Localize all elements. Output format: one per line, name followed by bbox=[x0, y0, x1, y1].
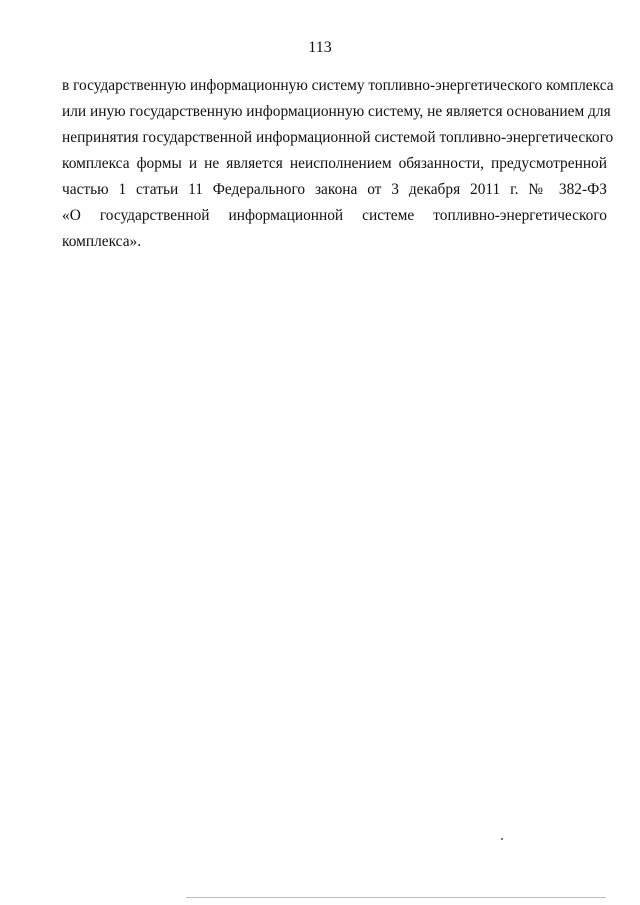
paragraph-line: непринятия государственной информационной системой топливно-энергетического bbox=[62, 129, 614, 146]
paragraph-line: или иную государственную информационную систему, не является основанием для bbox=[62, 103, 611, 120]
scan-speck bbox=[501, 838, 503, 840]
scan-edge-line bbox=[186, 897, 606, 898]
paragraph-line: в государственную информационную систему топливно-энергетического комплекса bbox=[62, 77, 614, 94]
paragraph-line: комплекса». bbox=[62, 233, 142, 250]
paragraph-line: «О государственной информационной системе топливно-энергетического bbox=[62, 207, 607, 224]
paragraph bbox=[62, 73, 614, 255]
page-number: 113 bbox=[308, 39, 332, 56]
paragraph-line: частью 1 статьи 11 Федерального закона от 3 декабря 2011 г. № 382-ФЗ bbox=[62, 181, 607, 198]
paragraph-line: комплекса формы и не является неисполнением обязанности, предусмотренной bbox=[62, 155, 607, 172]
